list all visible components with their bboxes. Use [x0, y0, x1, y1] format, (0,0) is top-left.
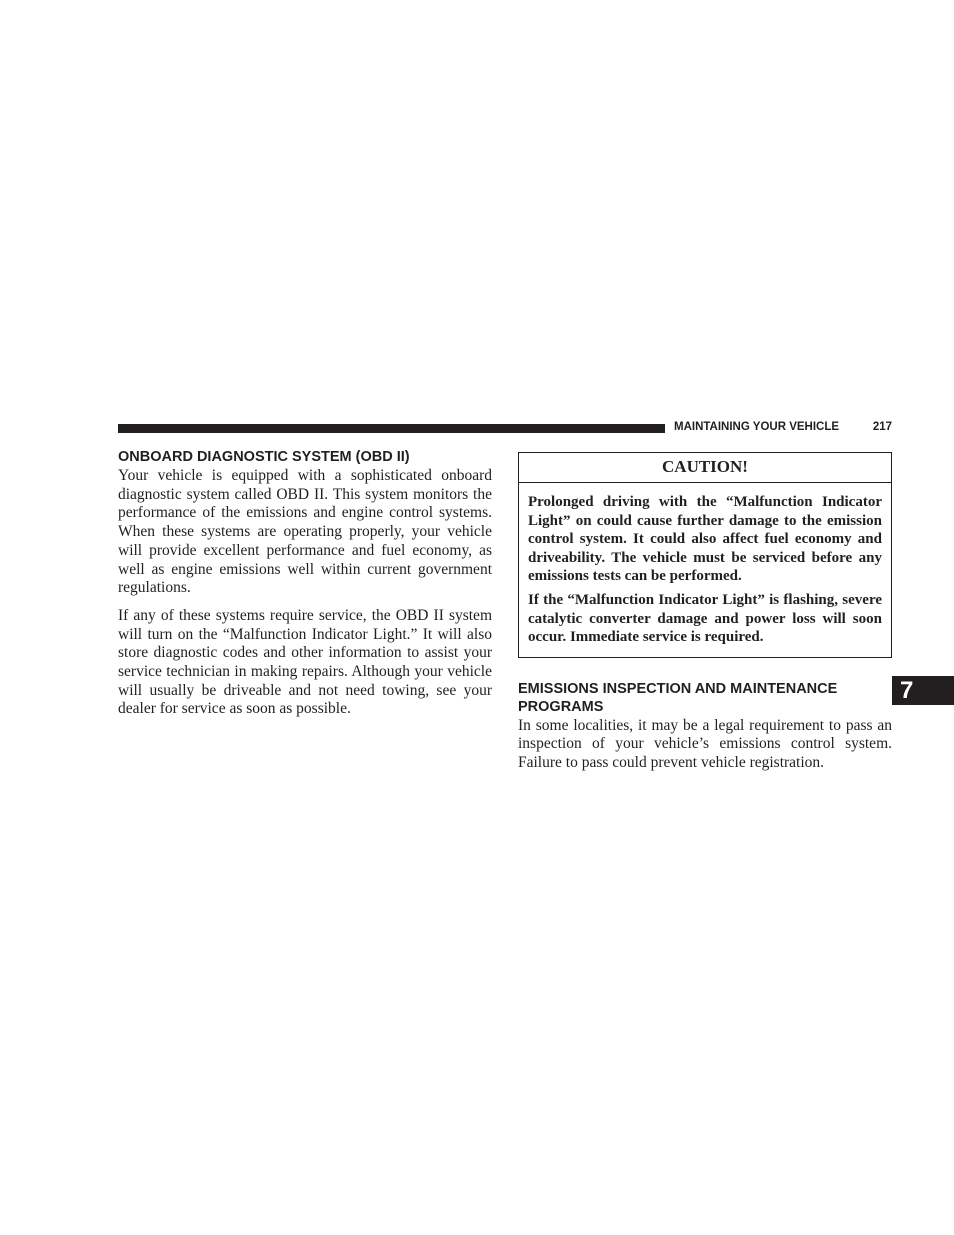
left-column: [118, 449, 492, 719]
emissions-heading: EMISSIONS INSPECTION AND MAINTENANCE PROGRAMS: [518, 680, 838, 715]
caution-box: [518, 452, 892, 658]
caution-paragraph-1: Prolonged driving with the “Malfunction Indicator Light” on could cause further damage to the emission control system. It could also affect fuel economy and driveability. The vehicle must be serviced before any emissions tests can be performed.: [528, 494, 882, 585]
caution-title: CAUTION!: [519, 453, 891, 483]
caution-body: [519, 483, 891, 657]
emissions-paragraph-1: In some localities, it may be a legal requirement to pass an inspection of your vehicle’s emissions control system. Failure to pass could prevent vehicle registration.: [518, 716, 892, 772]
right-column: [518, 449, 892, 773]
section-title: MAINTAINING YOUR VEHICLE: [674, 421, 840, 433]
page-number: 217: [872, 421, 892, 433]
running-header: [674, 420, 892, 435]
header-rule: [118, 424, 665, 433]
chapter-number: 7: [900, 677, 914, 704]
chapter-tab: [892, 676, 954, 705]
caution-paragraph-2: If the “Malfunction Indicator Light” is flashing, severe catalytic converter damage and power loss will soon occur. Immediate service is required.: [528, 591, 882, 646]
obd-paragraph-1: Your vehicle is equipped with a sophisticated onboard diagnostic system called OBD II. This system monitors the performance of the emissions and engine control systems. When these systems are operating properly, your vehicle will provide excellent performance and fuel economy, as well as engine emissions well within current government regulations.: [118, 467, 492, 597]
obd-paragraph-2: If any of these systems require service, the OBD II system will turn on the “Malfunction Indicator Light.” It will also store diagnostic codes and other information to assist your service technician in making repairs. Although your vehicle will usually be driveable and not need towing, see your dealer for service as soon as possible.: [118, 606, 492, 718]
obd-heading: ONBOARD DIAGNOSTIC SYSTEM (OBD II): [118, 449, 410, 465]
